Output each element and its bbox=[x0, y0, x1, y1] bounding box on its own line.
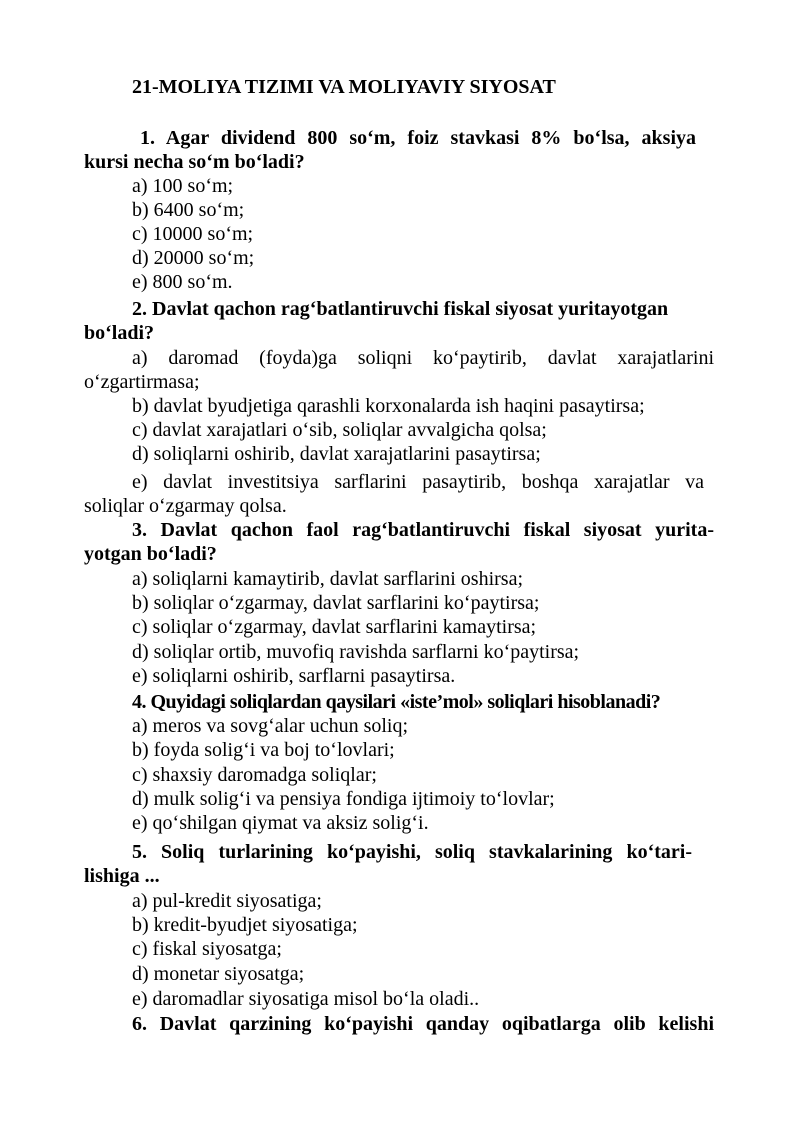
question-5-line-2: lishiga ... bbox=[84, 865, 160, 887]
question-5-option-c: c) fiskal siyosatga; bbox=[132, 938, 282, 960]
question-1-option-a: a) 100 so‘m; bbox=[132, 175, 234, 197]
question-5-option-a: a) pul-kredit siyosatiga; bbox=[132, 890, 322, 912]
question-5-option-e: e) daromadlar siyosatiga misol bo‘la oladi.. bbox=[132, 988, 480, 1010]
question-2-option-d: d) soliqlarni oshirib, davlat xarajatlarini pasaytirsa; bbox=[132, 443, 541, 465]
question-3-option-d: d) soliqlar ortib, muvofiq ravishda sarflarni ko‘paytirsa; bbox=[132, 641, 580, 663]
question-3-line-2: yotgan bo‘ladi? bbox=[84, 543, 217, 565]
page-title: 21-MOLIYA TIZIMI VA MOLIYAVIY SIYOSAT bbox=[132, 76, 556, 98]
question-2-option-b: b) davlat byudjetiga qarashli korxonalarda ish haqini pasaytirsa; bbox=[132, 395, 645, 417]
question-5-option-d: d) monetar siyosatga; bbox=[132, 963, 305, 985]
question-1-option-c: c) 10000 so‘m; bbox=[132, 223, 254, 245]
question-1-option-d: d) 20000 so‘m; bbox=[132, 247, 255, 269]
question-3-option-e: e) soliqlarni oshirib, sarflarni pasaytirsa. bbox=[132, 665, 456, 687]
question-3-option-c: c) soliqlar o‘zgarmay, davlat sarflarini kamaytirsa; bbox=[132, 616, 537, 638]
question-4-option-e: e) qo‘shilgan qiymat va aksiz solig‘i. bbox=[132, 812, 429, 834]
question-2-line-2: bo‘ladi? bbox=[84, 322, 155, 344]
question-3-option-a: a) soliqlarni kamaytirib, davlat sarflarini oshirsa; bbox=[132, 568, 523, 590]
question-5-line-1: 5. Soliq turlarining ko‘payishi, soliq stavkalarining ko‘tari- bbox=[132, 841, 692, 863]
question-3-option-b: b) soliqlar o‘zgarmay, davlat sarflarini ko‘paytirsa; bbox=[132, 592, 540, 614]
question-4-option-a: a) meros va sovg‘alar uchun soliq; bbox=[132, 715, 409, 737]
question-6-line-1: 6. Davlat qarzining ko‘payishi qanday oqibatlarga olib kelishi bbox=[132, 1013, 714, 1035]
question-3-line-1: 3. Davlat qachon faol rag‘batlantiruvchi fiskal siyosat yurita- bbox=[132, 519, 714, 541]
question-1-option-e: e) 800 so‘m. bbox=[132, 271, 233, 293]
question-2-option-c: c) davlat xarajatlari o‘sib, soliqlar avvalgicha qolsa; bbox=[132, 419, 547, 441]
question-1-line-2: kursi necha so‘m bo‘ladi? bbox=[84, 151, 305, 173]
question-2-option-e-cont: soliqlar o‘zgarmay qolsa. bbox=[84, 495, 287, 517]
question-2-option-a: a) daromad (foyda)ga soliqni ko‘paytirib, davlat xarajatlarini bbox=[132, 347, 714, 369]
question-4-option-d: d) mulk solig‘i va pensiya fondiga ijtimoiy to‘lovlar; bbox=[132, 788, 555, 810]
question-2-option-a-cont: o‘zgartirmasa; bbox=[84, 371, 200, 393]
question-4-option-c: c) shaxsiy daromadga soliqlar; bbox=[132, 764, 377, 786]
question-4-line-1: 4. Quyidagi soliqlardan qaysilari «iste’mol» soliqlari hisoblanadi? bbox=[132, 691, 661, 713]
question-2-line-1: 2. Davlat qachon rag‘batlantiruvchi fiskal siyosat yuritayotgan bbox=[132, 298, 669, 320]
question-5-option-b: b) kredit-byudjet siyosatiga; bbox=[132, 914, 358, 936]
question-1-option-b: b) 6400 so‘m; bbox=[132, 199, 245, 221]
question-2-option-e: e) davlat investitsiya sarflarini pasaytirib, boshqa xarajatlar va bbox=[132, 471, 704, 493]
question-1-line-1: 1. Agar dividend 800 so‘m, foiz stavkasi 8% bo‘lsa, aksiya bbox=[140, 127, 696, 149]
question-4-option-b: b) foyda solig‘i va boj to‘lovlari; bbox=[132, 739, 395, 761]
